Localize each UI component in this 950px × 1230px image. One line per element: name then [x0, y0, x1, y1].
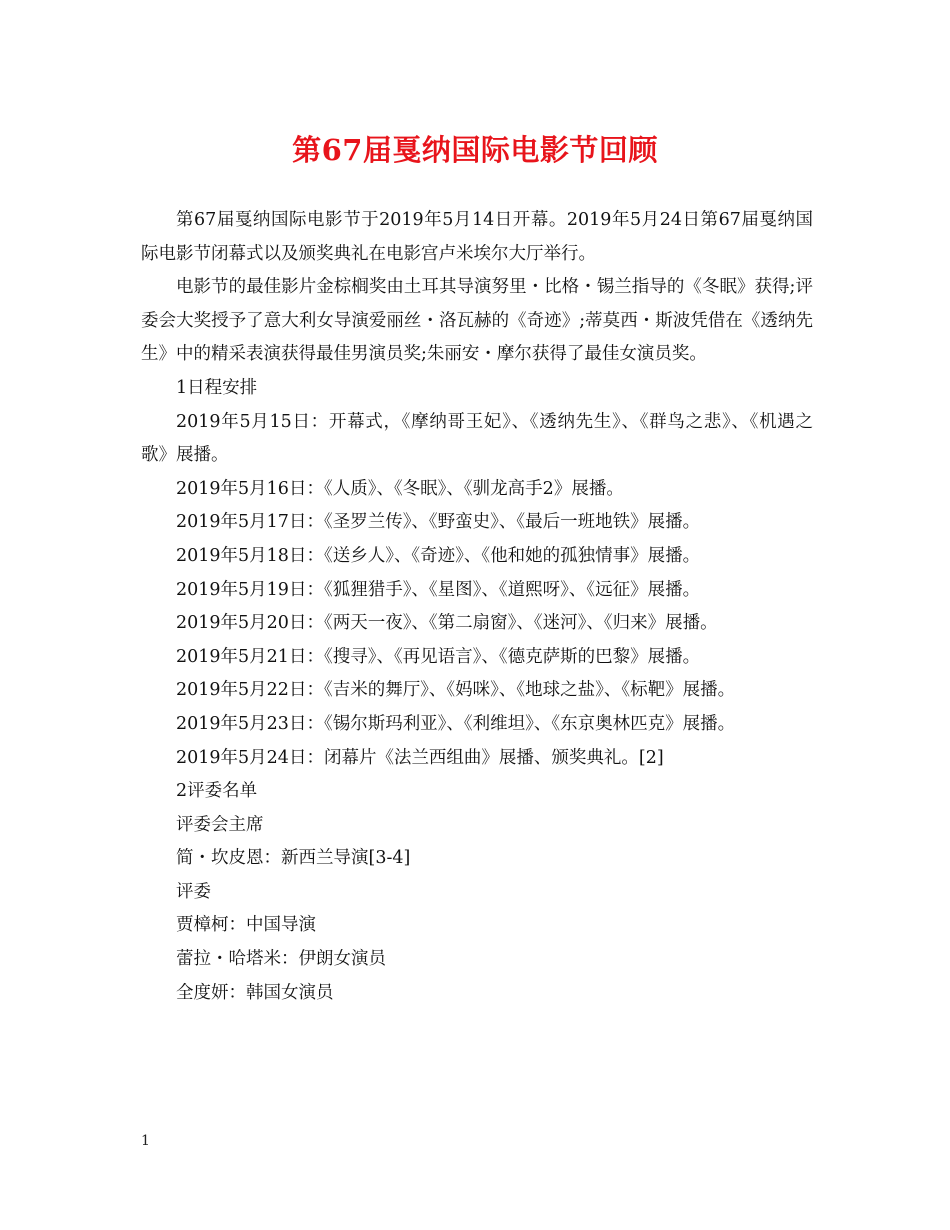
- schedule-item: 2019年5月23日：《锡尔斯玛利亚》、《利维坦》、《东京奥林匹克》展播。: [176, 713, 736, 734]
- body-text: [141, 204, 813, 1010]
- section-heading-schedule: 1日程安排: [176, 377, 258, 398]
- jury-member: 贾樟柯：中国导演: [176, 915, 316, 936]
- paragraph-awards: 电影节的最佳影片金棕榈奖由土耳其导演努里・比格・锡兰指导的《冬眠》获得;评委会大奖授予了意大利女导演爱丽丝・洛瓦赫的《奇迹》;蒂莫西・斯波凭借在《透纳先生》中的精采表演获得最佳男演员奖;朱丽安・摩尔获得了最佳女演员奖。: [141, 277, 813, 365]
- page-title: 第67届戛纳国际电影节回顾: [292, 133, 658, 167]
- jury-subheading: 评委: [176, 881, 211, 902]
- schedule-item: 2019年5月18日：《送乡人》、《奇迹》、《他和她的孤独情事》展播。: [176, 545, 701, 566]
- schedule-item: 2019年5月22日：《吉米的舞厅》、《妈咪》、《地球之盐》、《标靶》展播。: [176, 680, 736, 701]
- schedule-item: 2019年5月20日：《两天一夜》、《第二扇窗》、《迷河》、《归来》展播。: [176, 613, 718, 634]
- jury-member: 蕾拉・哈塔米：伊朗女演员: [176, 949, 386, 970]
- jury-subheading: 评委会主席: [176, 814, 264, 835]
- jury-member: 简・坎皮恩：新西兰导演[3-4]: [176, 848, 411, 869]
- schedule-item: 2019年5月17日：《圣罗兰传》、《野蛮史》、《最后一班地铁》展播。: [176, 512, 701, 533]
- section-heading-jury: 2评委名单: [176, 781, 258, 802]
- schedule-item: 2019年5月24日：闭幕片《法兰西组曲》展播、颁奖典礼。[2]: [176, 747, 664, 768]
- schedule-item: 2019年5月15日：开幕式，《摩纳哥王妃》、《透纳先生》、《群鸟之悲》、《机遇之歌》展播。: [141, 411, 813, 466]
- paragraph-intro: 第67届戛纳国际电影节于2019年5月14日开幕。2019年5月24日第67届戛纳国际电影节闭幕式以及颁奖典礼在电影宫卢米埃尔大厅举行。: [141, 210, 813, 264]
- schedule-item: 2019年5月16日：《人质》、《冬眠》、《驯龙高手2》展播。: [176, 478, 624, 499]
- page-number: 1: [141, 1133, 150, 1149]
- jury-member: 全度妍：韩国女演员: [176, 982, 334, 1003]
- schedule-item: 2019年5月19日：《狐狸猎手》、《星图》、《道熙呀》、《远征》展播。: [176, 579, 701, 600]
- schedule-item: 2019年5月21日：《搜寻》、《再见语言》、《德克萨斯的巴黎》展播。: [176, 646, 701, 667]
